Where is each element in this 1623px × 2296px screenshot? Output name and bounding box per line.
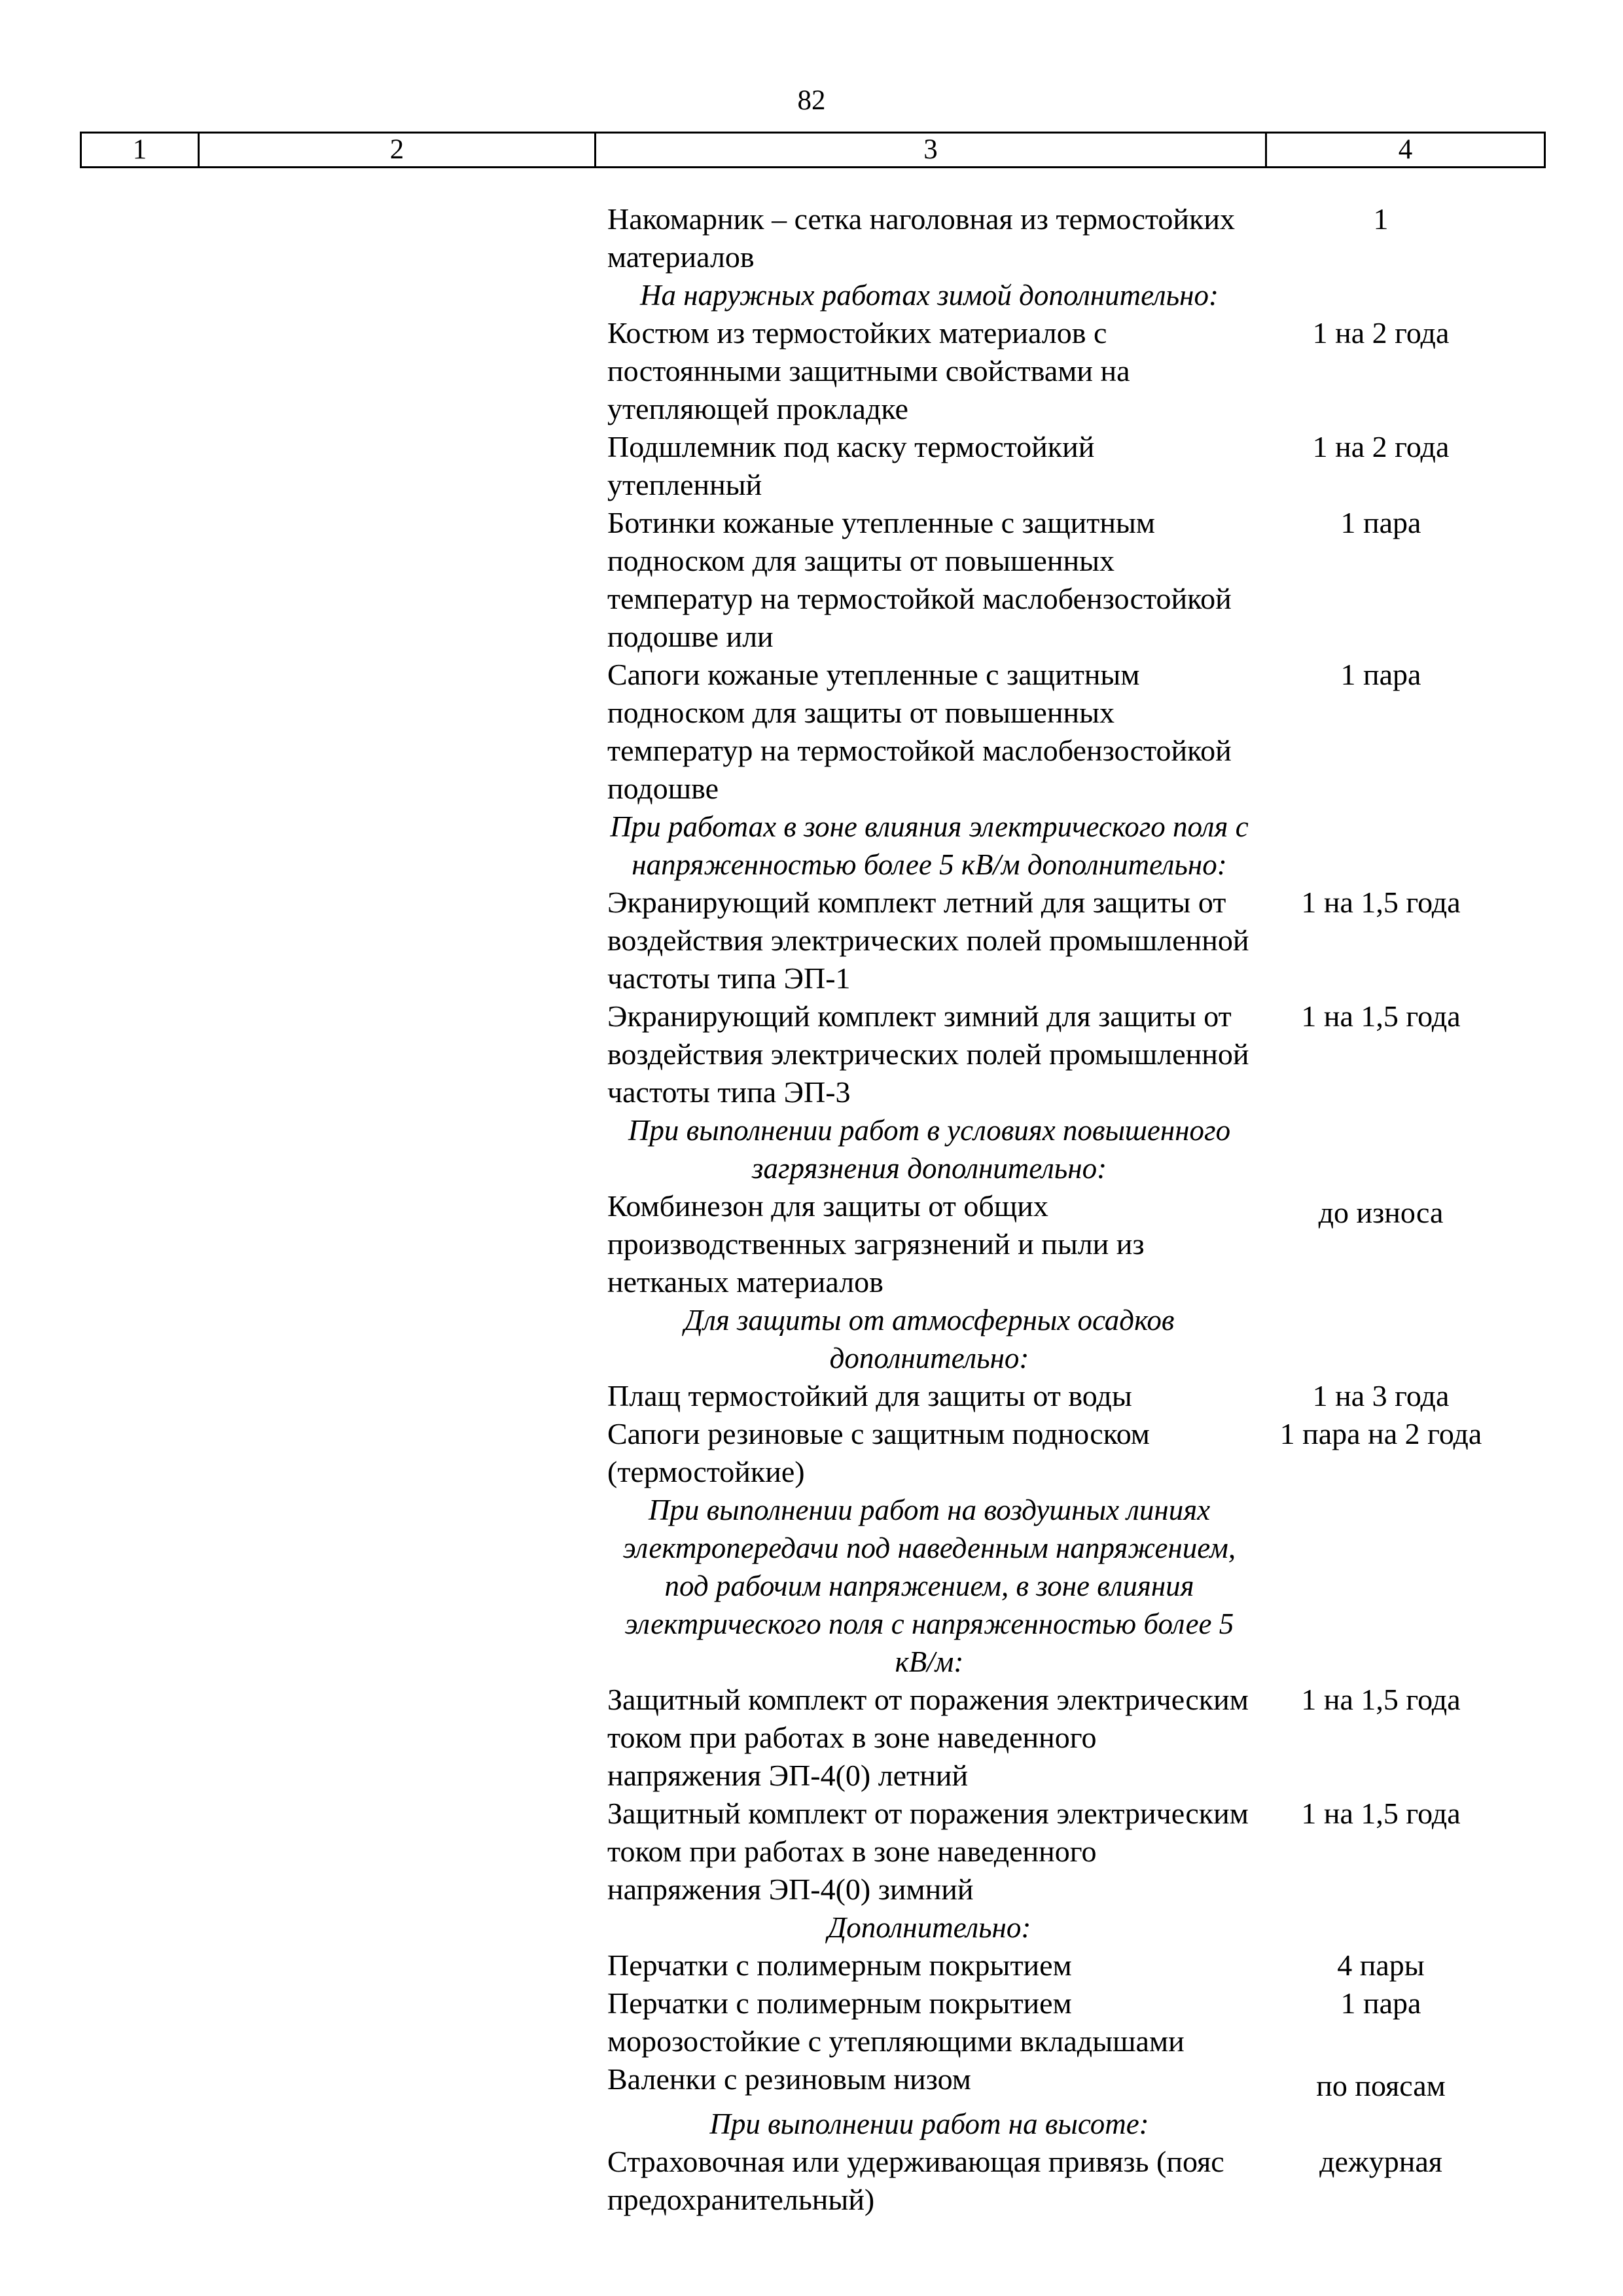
table-row	[602, 656, 1544, 808]
item-quantity: дежурная	[1319, 2145, 1442, 2178]
table-row	[602, 2143, 1544, 2219]
item-name: Костюм из термостойких материалов с постоянными защитными свойствами на утепляющей прокладке	[607, 316, 1130, 425]
item-name: Защитный комплект от поражения электрическим током при работах в зоне наведенного напряжения ЭП-4(0) зимний	[607, 1797, 1249, 1906]
page-number: 82	[797, 85, 826, 116]
item-name: Перчатки с полимерным покрытием морозостойкие с утепляющими вкладышами	[607, 1986, 1185, 2058]
item-quantity: 1 пара	[1340, 1986, 1421, 2020]
table-row	[602, 2060, 1544, 2105]
item-name: Защитный комплект от поражения электрическим током при работах в зоне наведенного напряжения ЭП-4(0) летний	[607, 1683, 1249, 1792]
item-name: Экранирующий комплект летний для защиты от воздействия электрических полей промышленной частоты типа ЭП-1	[607, 886, 1249, 995]
item-quantity: 4 пары	[1337, 1948, 1425, 1982]
item-quantity: 1 на 1,5 года	[1301, 1797, 1461, 1830]
item-quantity: 1 пара	[1340, 658, 1421, 691]
section-heading: На наружных работах зимой дополнительно:	[640, 279, 1219, 312]
item-name: Сапоги кожаные утепленные с защитным подноском для защиты от повышенных температур на термостойкой маслобензостойкой подошве	[607, 658, 1232, 805]
table-row	[602, 1681, 1544, 1795]
item-name: Плащ термостойкий для защиты от воды	[607, 1379, 1132, 1412]
item-name: Подшлемник под каску термостойкий утепленный	[607, 430, 1095, 501]
table-row	[602, 1187, 1544, 1301]
item-quantity: 1 на 2 года	[1312, 316, 1450, 350]
section-heading: При выполнении работ на воздушных линиях электропередачи под наведенным напряжением, под рабочим напряжением, в зоне влияния электрического поля с напряженностью более 5 кВ/м:	[622, 1494, 1236, 1678]
table-row	[602, 1984, 1544, 2060]
column-header-2: 2	[200, 134, 596, 166]
item-name: Сапоги резиновые с защитным подноском (термостойкие)	[607, 1417, 1150, 1488]
item-name: Накомарник – сетка наголовная из термостойких материалов	[607, 202, 1236, 274]
section-heading: При работах в зоне влияния электрического поля с напряженностью более 5 кВ/м дополнительно:	[610, 810, 1249, 881]
table-row	[602, 1795, 1544, 1909]
item-name: Перчатки с полимерным покрытием	[607, 1948, 1072, 1982]
item-quantity: 1 на 2 года	[1312, 430, 1450, 463]
column-header-4: 4	[1398, 134, 1413, 165]
section-heading-row	[602, 808, 1544, 884]
table-row	[602, 1415, 1544, 1491]
table-row	[602, 1377, 1544, 1415]
column-header-3: 3	[596, 134, 1267, 166]
table-row	[602, 1946, 1544, 1984]
table-row	[602, 997, 1544, 1111]
item-quantity: 1 на 3 года	[1312, 1379, 1450, 1412]
item-name: Ботинки кожаные утепленные с защитным подноском для защиты от повышенных температур на термостойкой маслобензостойкой подошве или	[607, 506, 1232, 653]
section-heading-row	[602, 1301, 1544, 1377]
table-row	[602, 884, 1544, 997]
item-name: Валенки с резиновым низом	[607, 2062, 971, 2096]
table-body	[602, 200, 1544, 2219]
item-name: Экранирующий комплект зимний для защиты от воздействия электрических полей промышленной частоты типа ЭП-3	[607, 999, 1249, 1109]
item-name: Страховочная или удерживающая привязь (пояс предохранительный)	[607, 2145, 1224, 2216]
table-header-row	[80, 132, 1546, 168]
item-quantity: по поясам	[1316, 2069, 1446, 2102]
item-quantity: 1 пара на 2 года	[1279, 1417, 1482, 1450]
section-heading-row	[602, 276, 1544, 314]
item-quantity: 1 на 1,5 года	[1301, 999, 1461, 1033]
table-row	[602, 314, 1544, 428]
section-heading-row	[602, 1111, 1544, 1187]
item-quantity: 1	[1373, 202, 1389, 236]
table-row	[602, 428, 1544, 504]
section-heading: Для защиты от атмосферных осадков дополнительно:	[684, 1304, 1175, 1374]
item-name: Комбинезон для защиты от общих производственных загрязнений и пыли из нетканых материалов	[607, 1189, 1145, 1299]
table-row	[602, 200, 1544, 276]
item-quantity: 1 пара	[1340, 506, 1421, 539]
table-row	[602, 504, 1544, 656]
section-heading: Дополнительно:	[827, 1911, 1031, 1944]
item-quantity: 1 на 1,5 года	[1301, 1683, 1461, 1716]
section-heading: При выполнении работ на высоте:	[709, 2108, 1149, 2140]
item-quantity: 1 на 1,5 года	[1301, 886, 1461, 919]
section-heading: При выполнении работ в условиях повышенного загрязнения дополнительно:	[628, 1114, 1231, 1185]
section-heading-row	[602, 1909, 1544, 1946]
column-header-1: 1	[82, 134, 200, 166]
section-heading-row	[602, 1491, 1544, 1681]
item-quantity: до износа	[1318, 1196, 1444, 1229]
section-heading-row	[602, 2105, 1544, 2143]
